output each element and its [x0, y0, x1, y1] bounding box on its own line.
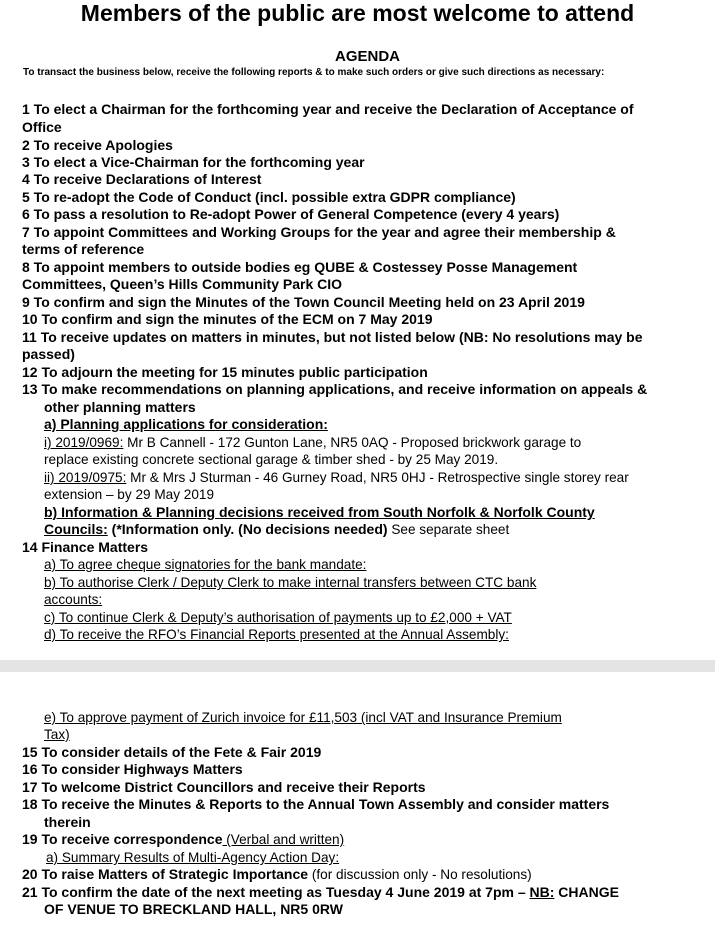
agenda-item-7: 7 To appoint Committees and Working Groups for the year and agree their membership & — [22, 224, 616, 240]
finance-item-c: c) To continue Clerk & Deputy’s authorisation of payments up to £2,000 + VAT — [44, 610, 512, 625]
agenda-item-21-cont: OF VENUE TO BRECKLAND HALL, NR5 0RW — [44, 901, 343, 917]
finance-item-e: e) To approve payment of Zurich invoice for £11,503 (incl VAT and Insurance Premium — [44, 710, 562, 725]
agenda-item-18: 18 To receive the Minutes & Reports to the Annual Town Assembly and consider matters — [22, 796, 610, 812]
agenda-item-6: 6 To pass a resolution to Re-adopt Power of General Competence (every 4 years) — [22, 206, 560, 222]
agenda-item-21-nb: NB: — [529, 884, 555, 900]
agenda-item-8: 8 To appoint members to outside bodies eg QUBE & Costessey Posse Management — [22, 259, 578, 275]
planning-application-1-cont: replace existing concrete sectional garage & timber shed - by 25 May 2019. — [44, 452, 499, 467]
agenda-item-8-cont: Committees, Queen’s Hills Community Park CIO — [22, 276, 343, 292]
finance-item-a: a) To agree cheque signatories for the bank mandate: — [44, 557, 367, 572]
agenda-item-11-cont: passed) — [22, 346, 75, 362]
agenda-item-20 — [22, 866, 532, 883]
agenda-item-21-change: CHANGE — [554, 884, 619, 900]
agenda-item-9: 9 To confirm and sign the Minutes of the Town Council Meeting held on 23 April 2019 — [22, 294, 585, 310]
agenda-item-3: 3 To elect a Vice-Chairman for the forthcoming year — [22, 154, 365, 170]
agenda-item-16: 16 To consider Highways Matters — [22, 761, 243, 777]
agenda-intro: To transact the business below, receive the following reports & to make such orders or give such directions as necessary: — [23, 67, 605, 78]
agenda-item-21-text: 21 To confirm the date of the next meeting as Tuesday 4 June 2019 at 7pm – — [22, 884, 530, 900]
planning-decisions-councils: Councils: — [44, 521, 108, 537]
agenda-item-18-cont: therein — [44, 814, 91, 830]
agenda-item-20-note: (for discussion only - No resolutions) — [308, 867, 532, 882]
agenda-item-4: 4 To receive Declarations of Interest — [22, 171, 262, 187]
planning-application-2-ref: ii) 2019/0975: — [44, 470, 127, 485]
page-break — [0, 660, 715, 672]
agenda-item-19-title: 19 To receive correspondence — [22, 831, 223, 847]
correspondence-item-a: a) Summary Results of Multi-Agency Action Day: — [46, 850, 340, 865]
agenda-item-21 — [22, 884, 619, 901]
planning-decisions-note: (*Information only. (No decisions needed) — [107, 521, 388, 537]
finance-item-b: b) To authorise Clerk / Deputy Clerk to make internal transfers between CTC bank — [44, 575, 537, 590]
planning-application-1 — [44, 434, 581, 451]
planning-decisions-see-sheet: See separate sheet — [387, 522, 510, 537]
planning-applications-title: a) Planning applications for consideration: — [44, 416, 328, 432]
agenda-item-13-cont: other planning matters — [44, 399, 196, 415]
planning-decisions-title: b) Information & Planning decisions received from South Norfolk & Norfolk County — [44, 504, 595, 520]
agenda-item-5: 5 To re-adopt the Code of Conduct (incl. possible extra GDPR compliance) — [22, 189, 516, 205]
planning-application-1-ref: i) 2019/0969: — [44, 435, 124, 450]
page-heading: Members of the public are most welcome to attend — [80, 0, 635, 26]
agenda-item-10: 10 To confirm and sign the minutes of the ECM on 7 May 2019 — [22, 311, 433, 327]
agenda-item-14: 14 Finance Matters — [22, 539, 149, 555]
planning-application-2-cont: extension – by 29 May 2019 — [44, 487, 215, 502]
agenda-item-15: 15 To consider details of the Fete & Fair 2019 — [22, 744, 322, 760]
agenda-item-13: 13 To make recommendations on planning applications, and receive information on appeals & — [22, 381, 648, 397]
agenda-item-2: 2 To receive Apologies — [22, 137, 173, 153]
agenda-item-1-cont: Office — [22, 119, 62, 135]
finance-item-b-cont: accounts: — [44, 592, 103, 607]
agenda-title: AGENDA — [334, 48, 400, 65]
agenda-item-12: 12 To adjourn the meeting for 15 minutes public participation — [22, 364, 428, 380]
agenda-item-17: 17 To welcome District Councillors and receive their Reports — [22, 779, 426, 795]
agenda-item-11: 11 To receive updates on matters in minutes, but not listed below (NB: No resolutions may be — [22, 329, 643, 345]
planning-decisions-cont — [44, 521, 509, 538]
finance-item-e-cont: Tax) — [44, 727, 70, 742]
agenda-item-19-note: (Verbal and written) — [222, 832, 345, 847]
planning-application-1-text: Mr B Cannell - 172 Gunton Lane, NR5 0AQ - Proposed brickwork garage to — [123, 435, 582, 450]
planning-application-2 — [44, 469, 629, 486]
planning-application-2-text: Mr & Mrs J Sturman - 46 Gurney Road, NR5 0HJ - Retrospective single storey rear — [126, 470, 629, 485]
document-page-2 — [0, 672, 715, 928]
agenda-item-19 — [22, 831, 344, 848]
finance-item-d: d) To receive the RFO’s Financial Reports presented at the Annual Assembly: — [44, 627, 509, 642]
agenda-item-1: 1 To elect a Chairman for the forthcoming year and receive the Declaration of Acceptance of — [22, 101, 634, 117]
agenda-item-7-cont: terms of reference — [22, 241, 145, 257]
agenda-item-20-title: 20 To raise Matters of Strategic Importance — [22, 866, 309, 882]
